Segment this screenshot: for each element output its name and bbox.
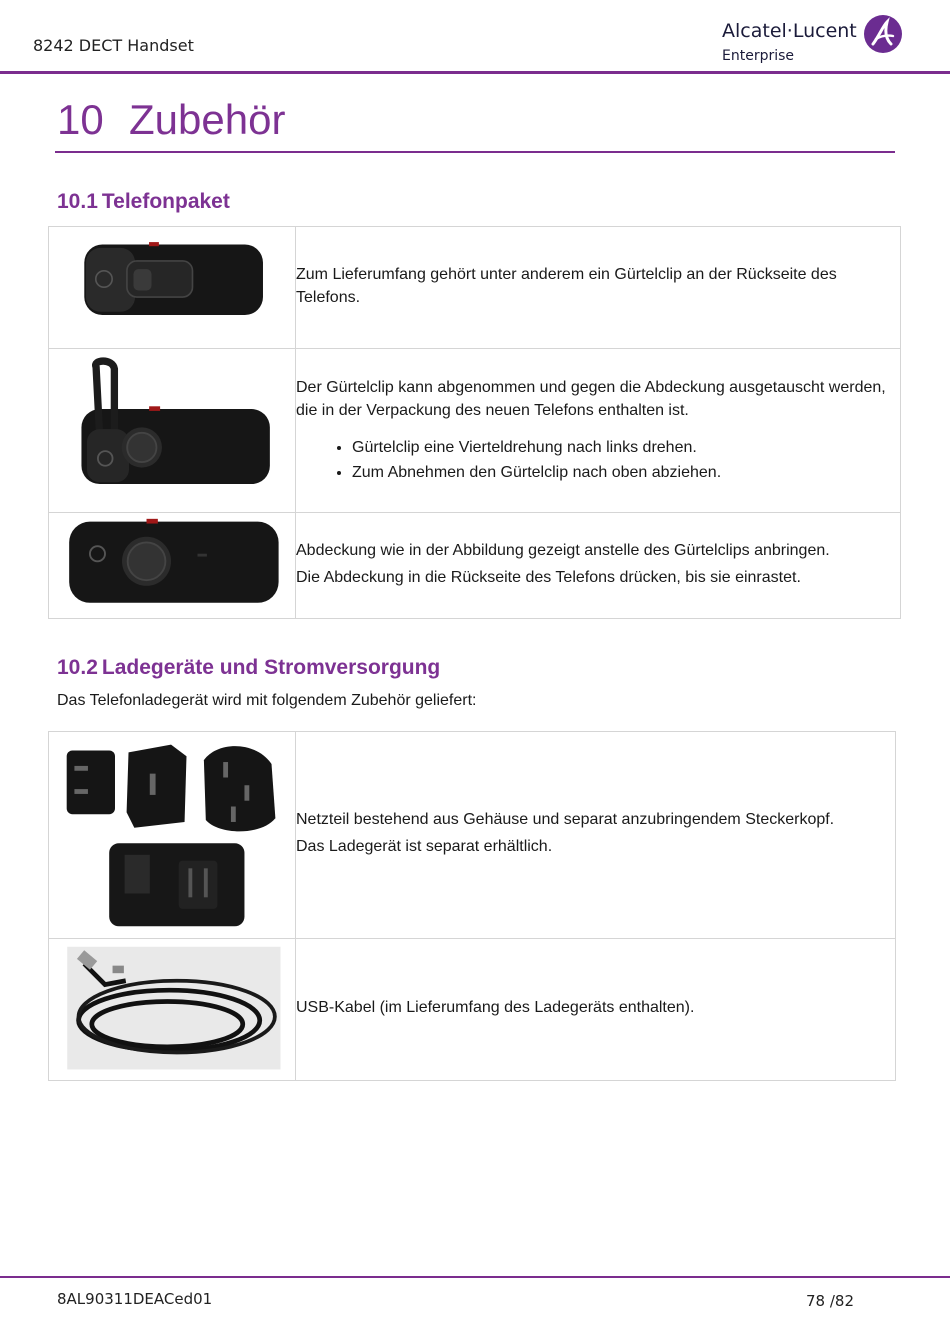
image-cell: [49, 227, 296, 349]
text-cell: [296, 939, 896, 1081]
alcatel-lucent-logo-icon: [863, 14, 903, 54]
list-item: • Gürtelclip eine Vierteldrehung nach links drehen.: [352, 436, 900, 459]
instruction-list: [296, 436, 900, 484]
description-text: Das Ladegerät ist separat erhältlich.: [296, 838, 553, 855]
usb-cable-image: [49, 943, 295, 1077]
chapter-heading: [57, 96, 285, 144]
ladegeraete-table: [48, 731, 896, 1081]
logo-subtitle: Enterprise: [722, 48, 795, 64]
handset-with-cover-image: [49, 516, 295, 616]
chapter-divider: [55, 151, 895, 153]
text-cell: [296, 732, 896, 939]
brand-logo: [720, 14, 910, 68]
document-reference: 8AL90311DEACed01: [57, 1290, 213, 1308]
section-number: 10.1: [57, 190, 98, 213]
description-text: USB-Kabel (im Lieferumfang des Ladegeräts enthalten).: [296, 999, 695, 1016]
table-row: [49, 939, 896, 1081]
image-cell: [49, 513, 296, 619]
handset-with-belt-clip-image: [49, 238, 295, 338]
description-text: Die Abdeckung in die Rückseite des Telefons drücken, bis sie einrastet.: [296, 568, 801, 586]
document-title: 8242 DECT Handset: [33, 36, 194, 55]
table-row: [49, 732, 896, 939]
section-intro-text: Das Telefonladegerät wird mit folgendem Zubehör geliefert:: [57, 692, 477, 709]
description-text: Der Gürtelclip kann abgenommen und gegen die Abdeckung ausgetauscht werden, die in der Verpackung des neuen Telefons enthalten ist.: [296, 378, 886, 419]
text-cell: [296, 227, 901, 349]
description-text: Zum Lieferumfang gehört unter anderem ein Gürtelclip an der Rückseite des Telefons.: [296, 265, 837, 306]
description-text: Abdeckung wie in der Abbildung gezeigt anstelle des Gürtelclips anbringen.: [296, 541, 830, 559]
section-title: Telefonpaket: [101, 190, 230, 213]
telefonpaket-table: [48, 226, 901, 619]
text-cell: [296, 513, 901, 619]
section-title: Ladegeräte und Stromversorgung: [101, 656, 441, 679]
handset-belt-clip-rotated-image: [49, 356, 295, 506]
image-cell: [49, 349, 296, 513]
page-number: 78 /82: [806, 1292, 854, 1310]
table-row: [49, 513, 901, 619]
chapter-title: Zubehör: [129, 96, 286, 143]
logo-wordmark: Alcatel·Lucent: [722, 20, 857, 42]
text-cell: [296, 349, 901, 513]
header-divider: [0, 71, 950, 74]
section-heading-ladegeraete: [57, 656, 440, 680]
image-cell: [49, 939, 296, 1081]
image-cell: [49, 732, 296, 939]
power-adapter-with-plug-heads-image: [49, 735, 295, 935]
section-number: 10.2: [57, 656, 98, 679]
description-text: Netzteil bestehend aus Gehäuse und separat anzubringendem Steckerkopf.: [296, 811, 835, 828]
table-row: [49, 349, 901, 513]
section-heading-telefonpaket: [57, 190, 230, 214]
footer-divider: [0, 1276, 950, 1278]
table-row: [49, 227, 901, 349]
list-item: • Zum Abnehmen den Gürtelclip nach oben abziehen.: [352, 461, 900, 484]
chapter-number: 10: [57, 96, 104, 143]
